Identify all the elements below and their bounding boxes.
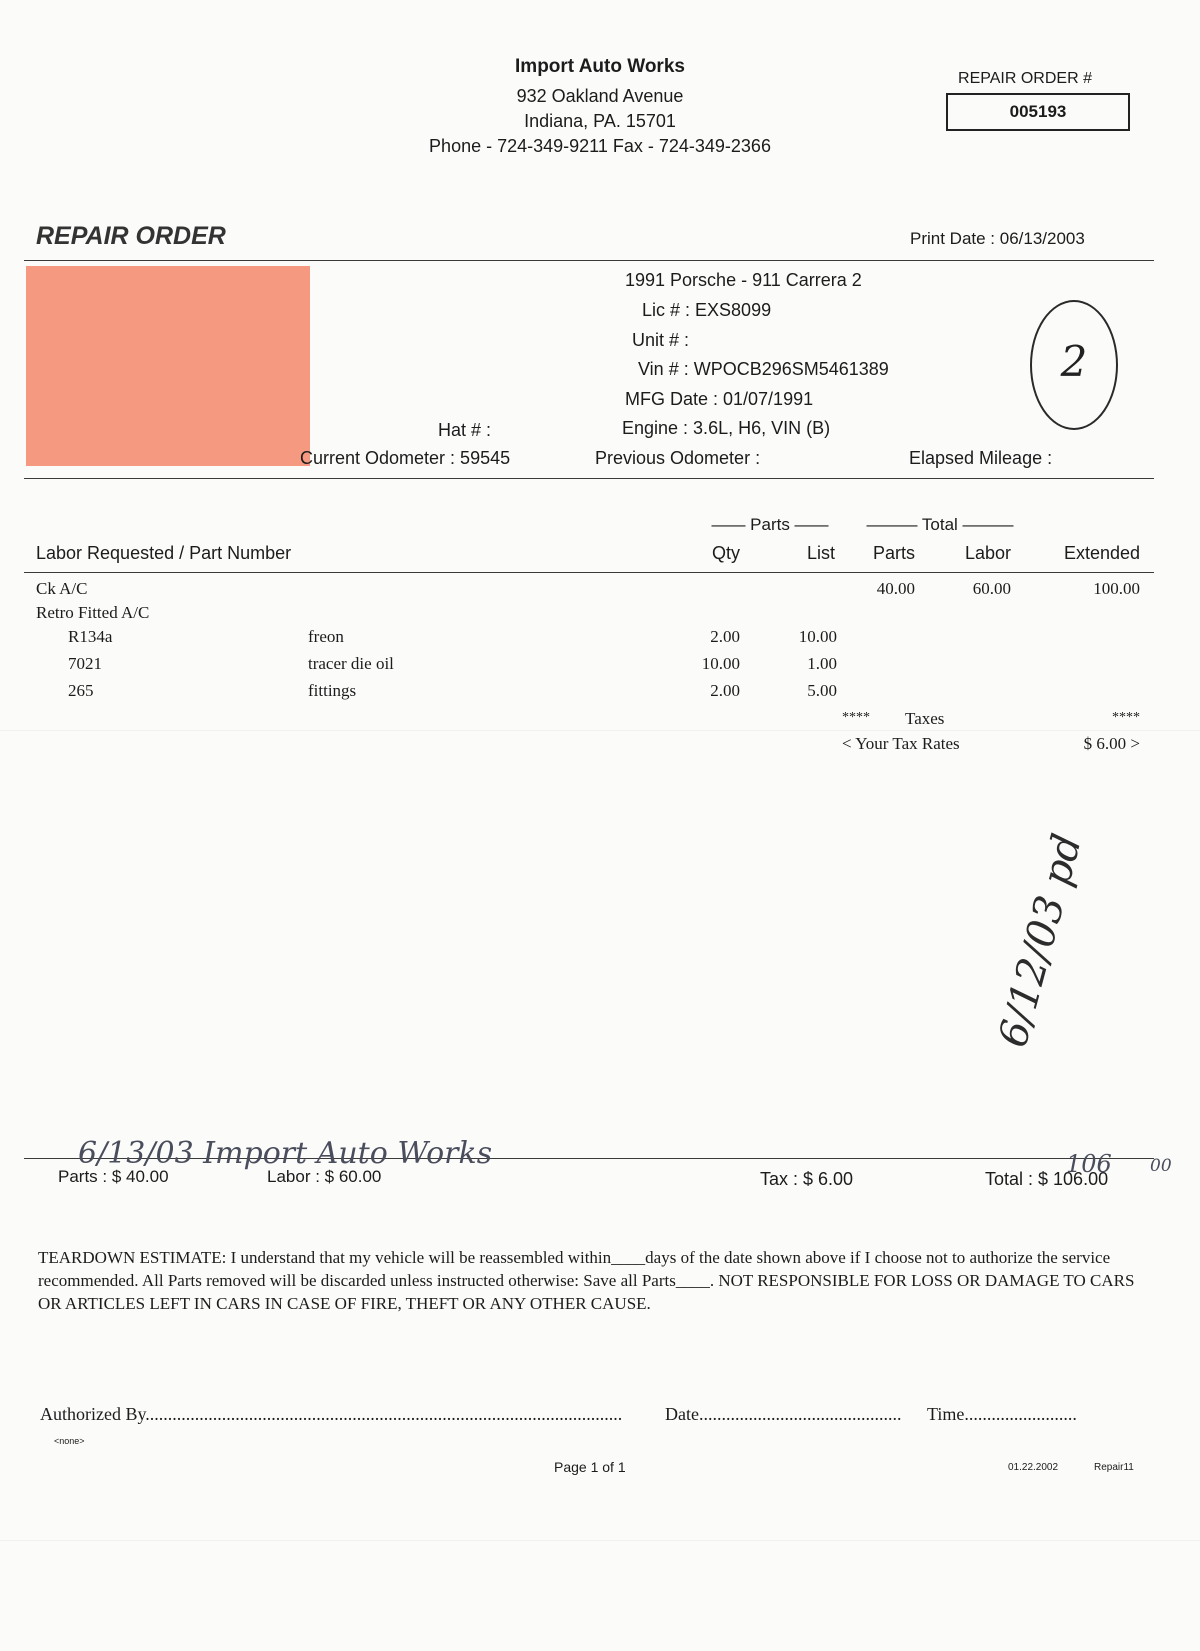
elapsed-mileage: Elapsed Mileage : (909, 448, 1053, 468)
vehicle-engine: Engine : 3.6L, H6, VIN (B) (622, 418, 831, 438)
header-rule (24, 572, 1154, 573)
job-labor-total: 60.00 (972, 579, 1011, 598)
part-list-price: 1.00 (807, 654, 837, 673)
vehicle-license: Lic # : EXS8099 (642, 300, 772, 320)
part-description: fittings (308, 681, 357, 700)
part-list-price: 5.00 (807, 681, 837, 700)
document-title: REPAIR ORDER (36, 222, 226, 250)
taxes-stars-left: **** (842, 710, 870, 725)
authorization-date: Date............................................. (665, 1404, 902, 1424)
col-list: List (806, 543, 835, 563)
shop-name: Import Auto Works (515, 56, 685, 77)
job-extended-total: 100.00 (1093, 579, 1140, 598)
tax-rates-label: < Your Tax Rates (842, 734, 960, 753)
col-labor-requested: Labor Requested / Part Number (36, 543, 292, 563)
part-qty: 2.00 (710, 627, 740, 646)
repair-order-number: 005193 (1009, 102, 1067, 121)
part-list-price: 10.00 (798, 627, 837, 646)
form-code: Repair11 (1094, 1462, 1134, 1473)
col-extended: Extended (1063, 543, 1140, 563)
part-line (0, 654, 1200, 681)
shop-phone-fax: Phone - 724-349-9211 Fax - 724-349-2366 (429, 136, 771, 156)
handwritten-signature: 6/13/03 Import Auto Works (78, 1136, 493, 1171)
part-number: 265 (68, 681, 94, 700)
vehicle-mfg-date: MFG Date : 01/07/1991 (625, 389, 814, 409)
col-parts: Parts (872, 543, 915, 563)
part-description: freon (308, 627, 344, 646)
teardown-disclaimer: TEARDOWN ESTIMATE: I understand that my vehicle will be reassembled within____days of the date shown above if I choose not to authorize the service recommended. All Parts removed will be discarded unless instructed otherwise: Save all Parts____. NOT RESPONSIBLE FOR LOSS OR DAMAGE TO CARS OR ARTICLES LEFT IN CARS IN CASE OF FIRE, THEFT OR ANY OTHER CAUSE. (38, 1248, 1135, 1313)
part-description: tracer die oil (308, 654, 394, 673)
totals-grand-total: Total : $ 106.00 (985, 1169, 1109, 1189)
parts-group-header: —— Parts —— (711, 515, 829, 534)
authorization-time: Time......................... (927, 1404, 1077, 1424)
col-labor: Labor (964, 543, 1011, 563)
title-rule (24, 260, 1154, 261)
part-line-list (0, 627, 1200, 708)
handwritten-side-note: 6/12/03 pd (990, 829, 1091, 1052)
totals-parts: Parts : $ 40.00 (58, 1167, 169, 1186)
vehicle-vin: Vin # : WPOCB296SM5461389 (638, 359, 889, 379)
fold-line-1 (0, 730, 1200, 731)
totals-labor: Labor : $ 60.00 (267, 1167, 382, 1186)
handwritten-total-correction: 106 (1066, 1150, 1112, 1178)
part-line (0, 627, 1200, 654)
shop-address-line1: 932 Oakland Avenue (516, 86, 684, 106)
print-date: Print Date : 06/13/2003 (910, 229, 1085, 248)
job-note: Retro Fitted A/C (36, 603, 150, 622)
form-date: 01.22.2002 (1008, 1462, 1059, 1473)
previous-odometer: Previous Odometer : (595, 448, 761, 468)
handwritten-circled-number: 2 (1030, 300, 1118, 430)
repair-order-number-label: REPAIR ORDER # (958, 70, 1092, 87)
taxes-stars-right: **** (1112, 710, 1140, 725)
part-number: 7021 (68, 654, 102, 673)
current-odometer: Current Odometer : 59545 (300, 448, 511, 468)
vehicle-rule (24, 478, 1154, 479)
part-qty: 10.00 (701, 654, 740, 673)
page-number: Page 1 of 1 (554, 1459, 626, 1475)
none-placeholder: <none> (54, 1436, 85, 1446)
fold-line-2 (0, 1540, 1200, 1541)
part-line (0, 681, 1200, 708)
total-group-header: ——— Total ——— (866, 515, 1014, 534)
redaction-block (26, 266, 310, 466)
vehicle-model: 1991 Porsche - 911 Carrera 2 (625, 270, 862, 290)
part-qty: 2.00 (710, 681, 740, 700)
job-parts-total: 40.00 (876, 579, 915, 598)
vehicle-unit: Unit # : (632, 330, 690, 350)
totals-tax: Tax : $ 6.00 (760, 1169, 854, 1189)
part-number: R134a (68, 627, 113, 646)
hat-number: Hat # : (438, 420, 492, 440)
handwritten-cents: 00 (1150, 1156, 1172, 1176)
col-qty: Qty (711, 543, 740, 563)
shop-address-line2: Indiana, PA. 15701 (524, 111, 676, 131)
taxes-label: Taxes (905, 709, 945, 728)
repair-order-number-box (946, 93, 1130, 131)
job-title: Ck A/C (36, 579, 88, 598)
tax-rates-value: $ 6.00 > (1083, 734, 1140, 753)
authorized-by: Authorized By.......................................................................................................... (40, 1404, 623, 1424)
